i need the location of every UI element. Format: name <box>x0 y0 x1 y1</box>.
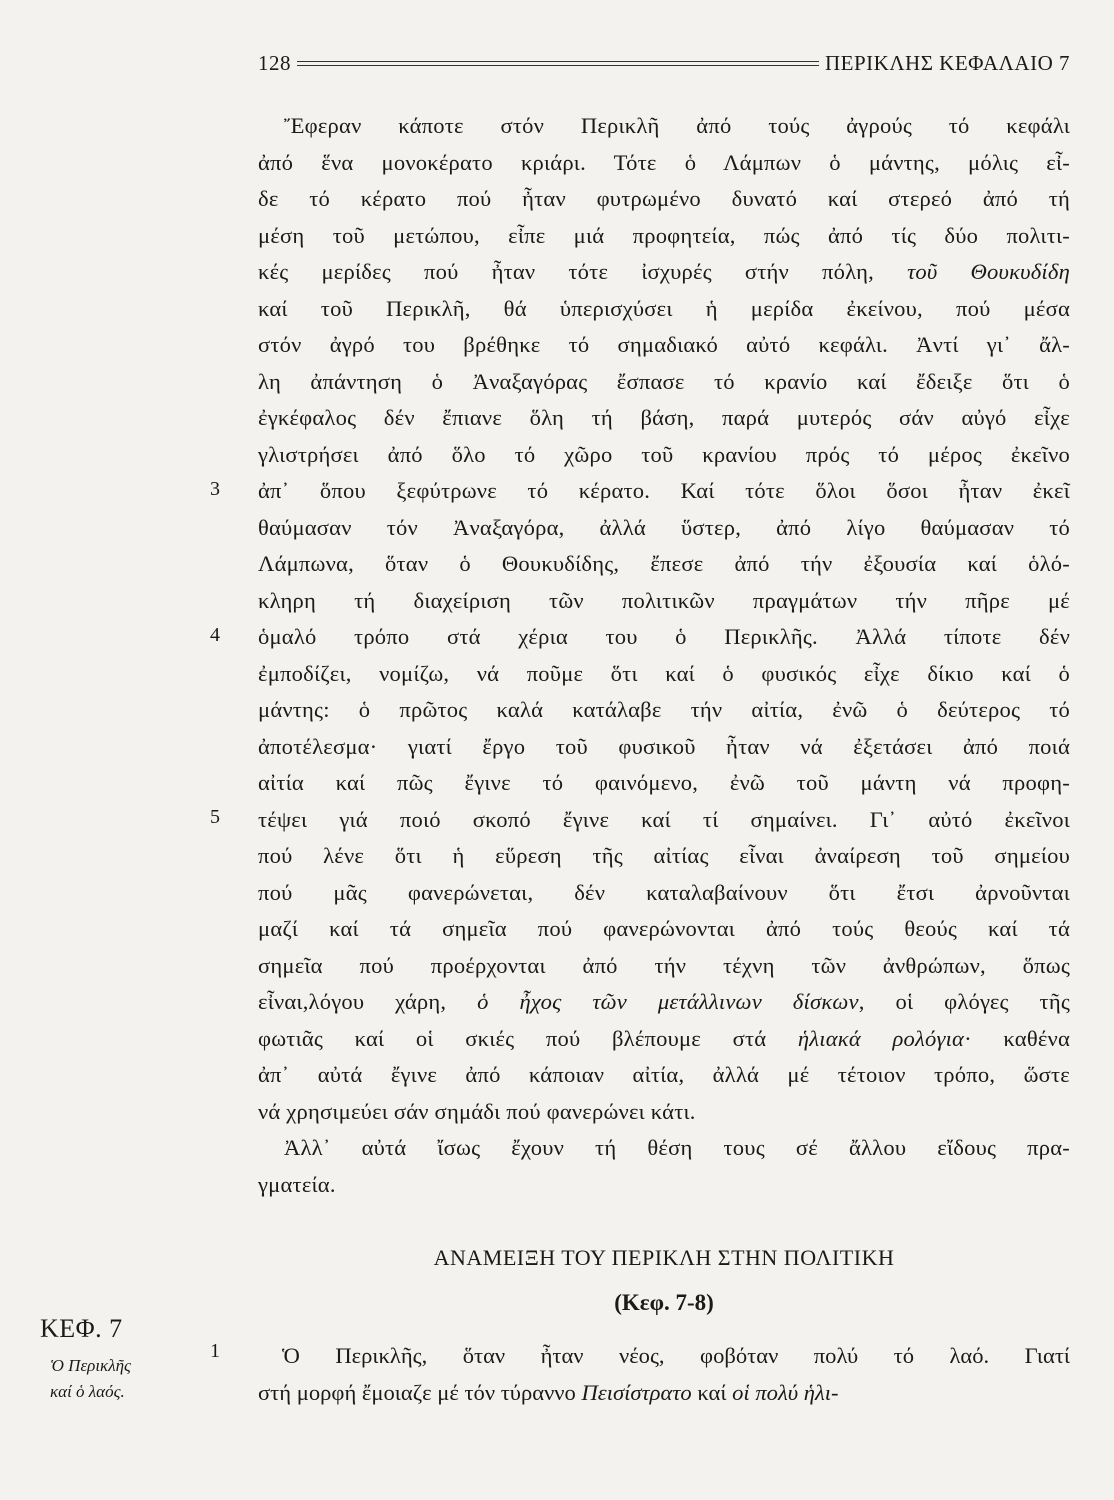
text-line: λη ἀπάντηση ὁ Ἀναξαγόρας ἔσπασε τό κρανίο καί ἔδειξε ὅτι ὁ <box>258 368 1070 394</box>
margin-number-1: 1 <box>210 1340 220 1362</box>
italic-phrase: οἱ πολύ ἡλι- <box>732 1379 839 1405</box>
text-line: πού μᾶς φανερώνεται, δέν καταλαβαίνουν ὅτι ἔτσι ἀρνοῦνται <box>258 879 1070 905</box>
text-span: φωτιᾶς καί οἱ σκιές πού βλέπουμε στά <box>258 1025 798 1051</box>
sidenote-line-1: Ὁ Περικλῆς <box>50 1356 131 1375</box>
text-line: Ἔφεραν κάποτε στόν Περικλῆ ἀπό τούς ἀγρούς τό κεφάλι <box>284 113 1070 138</box>
text-span: στή μορφή ἔμοιαζε μέ τόν τύραννο <box>258 1379 582 1405</box>
text-line: ἀποτέλεσμα· γιατί ἔργο τοῦ φυσικοῦ ἦταν νά ἐξετάσει ἀπό ποιά <box>258 733 1070 759</box>
sidenote-chapter: ΚΕΦ. 7 <box>40 1314 123 1343</box>
header-rule <box>297 61 819 66</box>
text-line: πού λένε ὅτι ἡ εὕρεση τῆς αἰτίας εἶναι ἀναίρεση τοῦ σημείου <box>258 843 1070 868</box>
text-span: κές μερίδες πού ἦταν τότε ἰσχυρές στήν πόλη, <box>258 259 908 284</box>
text-span: καί <box>691 1379 733 1405</box>
text-line: καί τοῦ Περικλῆ, θά ὑπερισχύσει ἡ μερίδα ἐκείνου, πού μέσα <box>258 295 1070 321</box>
text-line: κληρη τή διαχείριση τῶν πολιτικῶν πραγμάτων τήν πῆρε μέ <box>258 587 1070 613</box>
text-line: ἐμποδίζει, νομίζω, νά ποῦμε ὅτι καί ὁ φυσικός εἶχε δίκιο καί ὁ <box>258 660 1070 686</box>
section-subheading: (Κεφ. 7-8) <box>614 1290 714 1315</box>
paragraph-2 <box>258 1130 1070 1203</box>
text-line: νά χρησιμεύει σάν σημάδι πού φανερώνει κάτι. <box>258 1098 696 1124</box>
text-line: μαζί καί τά σημεῖα πού φανερώνονται ἀπό τούς θεούς καί τά <box>258 916 1070 941</box>
italic-phrase: ὁ ἦχος τῶν μετάλλινων δίσκων <box>477 989 859 1014</box>
text-line: μάντης: ὁ πρῶτος καλά κατάλαβε τήν αἰτία, ἐνῶ ὁ δεύτερος τό <box>258 697 1070 722</box>
italic-name: Πεισίστρατο <box>581 1379 692 1405</box>
paragraph-1 <box>258 108 1070 1130</box>
text-line: αἰτία καί πῶς ἔγινε τό φαινόμενο, ἐνῶ τοῦ μάντη νά προφη- <box>258 770 1070 795</box>
text-line: τέψει γιά ποιό σκοπό ἔγινε καί τί σημαίνει. Γι᾿ αὐτό ἐκεῖνοι <box>258 806 1070 832</box>
text-line <box>258 254 1070 291</box>
italic-phrase: τοῦ Θουκυδίδη <box>907 259 1070 284</box>
text-line: ἀπ᾿ αὐτά ἔγινε ἀπό κάποιαν αἰτία, ἀλλά μέ τέτοιον τρόπο, ὥστε <box>258 1062 1070 1087</box>
text-line: δε τό κέρατο πού ἦταν φυτρωμένο δυνατό καί στερεό ἀπό τή <box>258 186 1070 211</box>
main-text <box>258 108 1070 1203</box>
text-line: ὁμαλό τρόπο στά χέρια του ὁ Περικλῆς. Ἀλλά τίποτε δέν <box>258 624 1070 649</box>
page-number: 128 <box>258 50 291 75</box>
text-span: εἶναι,λόγου χάρη, <box>258 989 478 1014</box>
margin-number-4: 4 <box>210 624 220 646</box>
italic-phrase: ἡλιακά ρολόγια <box>797 1025 965 1051</box>
text-line: στόν ἀγρό του βρέθηκε τό σημαδιακό αὐτό κεφάλι. Ἀντί γι᾿ ἄλ- <box>258 332 1070 357</box>
margin-number-3: 3 <box>210 478 220 500</box>
text-line: ἐγκέφαλος δέν ἔπιανε ὅλη τή βάση, παρά μυτερός σάν αὐγό εἶχε <box>258 405 1070 430</box>
text-line: Λάμπωνα, ὅταν ὁ Θουκυδίδης, ἔπεσε ἀπό τήν ἐξουσία καί ὁλό- <box>258 551 1070 576</box>
text-line: ἀπό ἕνα μονοκέρατο κριάρι. Τότε ὁ Λάμπων ὁ μάντης, μόλις εἶ- <box>258 149 1070 175</box>
sidenote <box>50 1353 131 1405</box>
text-span: , οἱ φλόγες τῆς <box>858 989 1070 1014</box>
text-line <box>258 1021 1070 1058</box>
running-title: ΠΕΡΙΚΛΗΣ ΚΕΦΑΛΑΙΟ 7 <box>824 50 1070 75</box>
text-line <box>258 1375 1070 1412</box>
text-line <box>258 984 1070 1021</box>
text-line: Ὁ Περικλῆς, ὅταν ἦταν νέος, φοβόταν πολύ τό λαό. Γιατί <box>282 1343 1070 1368</box>
text-line: γματεία. <box>258 1171 336 1197</box>
running-header <box>258 48 1070 78</box>
text-line: ἀπ᾿ ὅπου ξεφύτρωνε τό κέρατο. Καί τότε ὅλοι ὅσοι ἦταν ἐκεῖ <box>258 478 1070 503</box>
text-line: γλιστρήσει ἀπό ὅλο τό χῶρο τοῦ κρανίου πρός τό μέρος ἐκεῖνο <box>258 441 1070 467</box>
paragraph-3 <box>258 1338 1070 1411</box>
text-span: · καθένα <box>964 1025 1071 1051</box>
text-line: σημεῖα πού προέρχονται ἀπό τήν τέχνη τῶν ἀνθρώπων, ὅπως <box>258 952 1070 978</box>
margin-number-5: 5 <box>210 806 220 828</box>
sidenote-line-2: καί ὁ λαός. <box>50 1382 125 1401</box>
text-line: μέση τοῦ μετώπου, εἶπε μιά προφητεία, πώς ἀπό τίς δύο πολιτι- <box>258 222 1070 248</box>
text-line: θαύμασαν τόν Ἀναξαγόρα, ἀλλά ὕστερ, ἀπό λίγο θαύμασαν τό <box>258 514 1070 540</box>
text-line: Ἀλλ᾿ αὐτά ἴσως ἔχουν τή θέση τους σέ ἄλλου εἴδους πρα- <box>284 1135 1070 1160</box>
section-heading: ΑΝΑΜΕΙΞΗ ΤΟΥ ΠΕΡΙΚΛΗ ΣΤΗΝ ΠΟΛΙΤΙΚΗ <box>433 1245 895 1270</box>
